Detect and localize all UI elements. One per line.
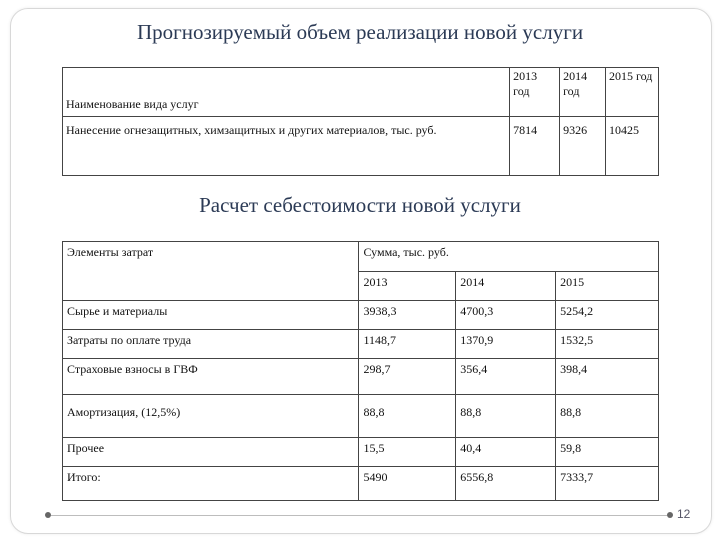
header-year-2014: 2014 xyxy=(456,271,556,301)
value-cell: 9326 xyxy=(560,117,606,176)
sales-volume-table xyxy=(62,67,659,176)
table-row xyxy=(63,301,659,330)
value-cell: 88,8 xyxy=(556,395,659,438)
cost-item-cell: Страховые взносы в ГВФ xyxy=(63,359,359,395)
value-cell: 10425 xyxy=(606,117,659,176)
value-cell: 1370,9 xyxy=(456,330,556,359)
value-cell: 4700,3 xyxy=(456,301,556,330)
table-row xyxy=(63,438,659,467)
table-row xyxy=(63,359,659,395)
value-cell: 7814 xyxy=(510,117,560,176)
table-row xyxy=(63,395,659,438)
value-cell: 298,7 xyxy=(359,359,456,395)
header-year-2015: 2015 xyxy=(556,271,659,301)
header-year-2014: 2014 год xyxy=(560,68,606,117)
table-row xyxy=(63,117,659,176)
cost-item-cell: Прочее xyxy=(63,438,359,467)
header-year-2015: 2015 год xyxy=(606,68,659,117)
page-number: 12 xyxy=(677,507,691,521)
value-cell: 356,4 xyxy=(456,359,556,395)
value-cell: 88,8 xyxy=(456,395,556,438)
cost-item-cell: Затраты по оплате труда xyxy=(63,330,359,359)
header-year-2013: 2013 год xyxy=(510,68,560,117)
section-title: Расчет себестоимости новой услуги xyxy=(199,193,521,217)
value-cell: 88,8 xyxy=(359,395,456,438)
value-cell: 5254,2 xyxy=(556,301,659,330)
value-cell: 40,4 xyxy=(456,438,556,467)
value-cell: 3938,3 xyxy=(359,301,456,330)
value-cell: 398,4 xyxy=(556,359,659,395)
slide-title: Прогнозируемый объем реализации новой услуги xyxy=(136,20,584,44)
value-cell: 5490 xyxy=(359,467,456,501)
value-cell: 15,5 xyxy=(359,438,456,467)
cost-item-cell: Амортизация, (12,5%) xyxy=(63,395,359,438)
service-name-cell: Нанесение огнезащитных, химзащитных и других материалов, тыс. руб. xyxy=(63,117,510,176)
value-cell: 1148,7 xyxy=(359,330,456,359)
value-cell: 7333,7 xyxy=(556,467,659,501)
table-header-row xyxy=(63,242,659,272)
table-row xyxy=(63,330,659,359)
cost-item-cell: Итого: xyxy=(63,467,359,501)
footer-dot-right xyxy=(667,512,673,518)
header-service-name: Наименование вида услуг xyxy=(63,68,510,117)
table-header-row xyxy=(63,68,659,117)
value-cell: 59,8 xyxy=(556,438,659,467)
table-row xyxy=(63,467,659,501)
cost-item-cell: Сырье и материалы xyxy=(63,301,359,330)
header-sum: Сумма, тыс. руб. xyxy=(359,242,659,272)
header-year-2013: 2013 xyxy=(359,271,456,301)
value-cell: 6556,8 xyxy=(456,467,556,501)
cost-table xyxy=(62,241,659,501)
header-cost-elements: Элементы затрат xyxy=(63,242,359,301)
footer-line xyxy=(51,515,667,516)
value-cell: 1532,5 xyxy=(556,330,659,359)
